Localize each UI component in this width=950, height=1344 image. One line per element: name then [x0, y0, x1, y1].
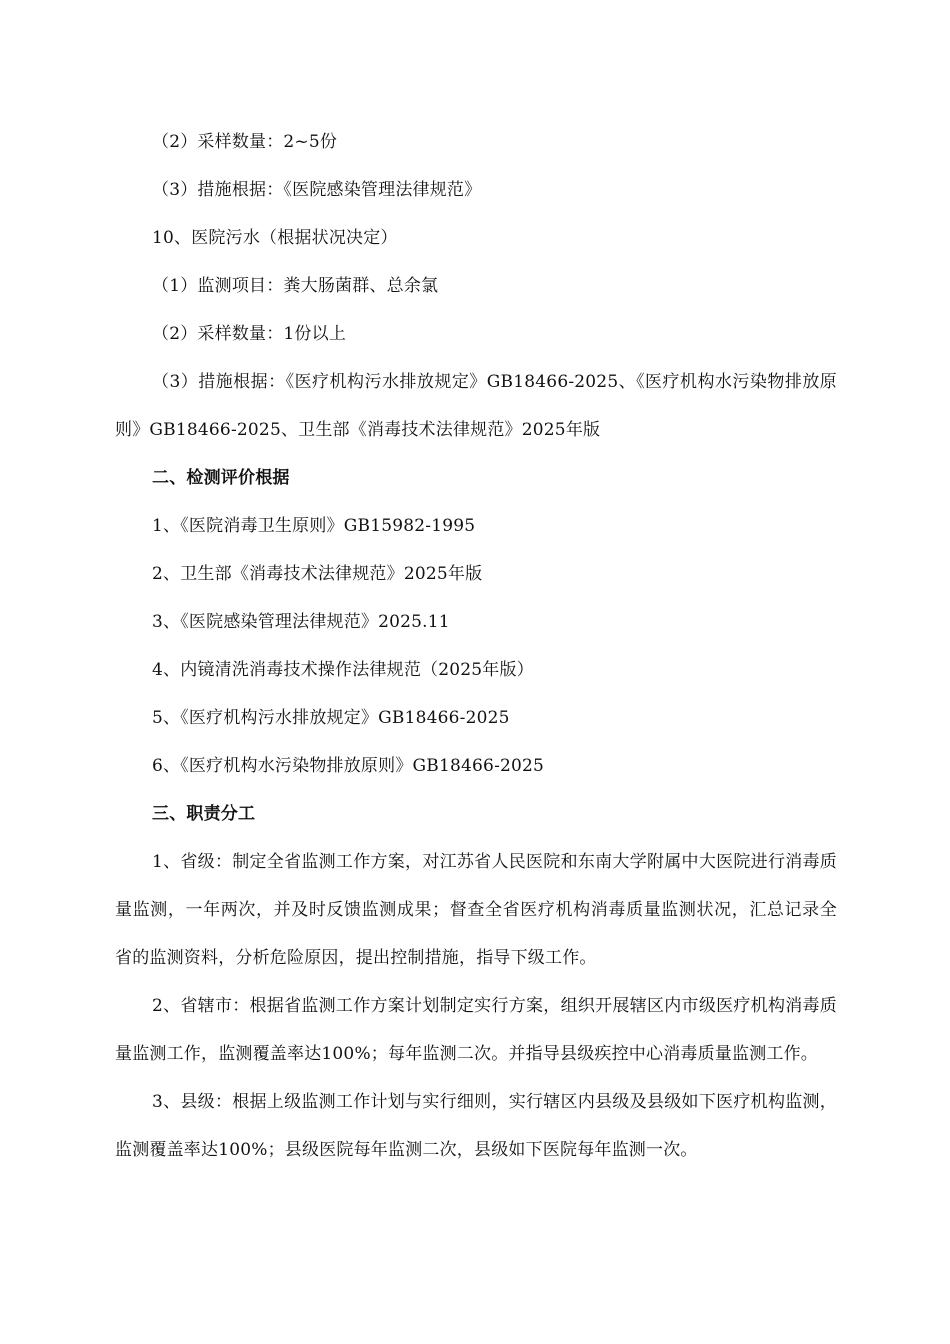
- list-item-basis-2: 2、卫生部《消毒技术法律规范》2025年版: [152, 564, 483, 584]
- paragraph-hospital-sewage: 10、医院污水（根据状况决定）: [152, 228, 398, 248]
- section-heading-responsibilities: 三、职责分工: [152, 804, 256, 824]
- paragraph-sample-count-1: （2）采样数量：1份以上: [152, 324, 347, 344]
- paragraph-basis-sewage-standards: （3）措施根据：《医疗机构污水排放规定》GB18466-2025、《医疗机构水污染物排放原则》GB18466-2025、卫生部《消毒技术法律规范》2025年版: [115, 372, 837, 440]
- paragraph-county-level: 3、县级：根据上级监测工作计划与实行细则，实行辖区内县级及县级如下医疗机构监测，监测覆盖率达100%；县级医院每年监测二次，县级如下医院每年监测一次。: [115, 1092, 837, 1160]
- section-heading-evaluation-basis: 二、检测评价根据: [152, 468, 290, 488]
- paragraph-city-level: 2、省辖市：根据省监测工作方案计划制定实行方案，组织开展辖区内市级医疗机构消毒质量监测工作，监测覆盖率达100%；每年监测二次。并指导县级疾控中心消毒质量监测工作。: [115, 996, 837, 1064]
- list-item-basis-6: 6、《医疗机构水污染物排放原则》GB18466-2025: [152, 756, 545, 776]
- list-item-basis-5: 5、《医疗机构污水排放规定》GB18466-2025: [152, 708, 510, 728]
- list-item-basis-1: 1、《医院消毒卫生原则》GB15982-1995: [152, 516, 476, 536]
- paragraph-monitoring-items: （1）监测项目：粪大肠菌群、总余氯: [152, 276, 439, 296]
- paragraph-sample-count-2-5: （2）采样数量：2~5份: [152, 132, 338, 152]
- list-item-basis-3: 3、《医院感染管理法律规范》2025.11: [152, 612, 450, 632]
- document-body: [115, 118, 837, 1174]
- paragraph-basis-infection-management: （3）措施根据：《医院感染管理法律规范》: [152, 180, 482, 200]
- list-item-basis-4: 4、内镜清洗消毒技术操作法律规范（2025年版）: [152, 660, 534, 680]
- paragraph-provincial-level: 1、省级：制定全省监测工作方案，对江苏省人民医院和东南大学附属中大医院进行消毒质量监测，一年两次，并及时反馈监测成果；督查全省医疗机构消毒质量监测状况，汇总记录全省的监测资料，分析危险原因，提出控制措施，指导下级工作。: [115, 852, 837, 968]
